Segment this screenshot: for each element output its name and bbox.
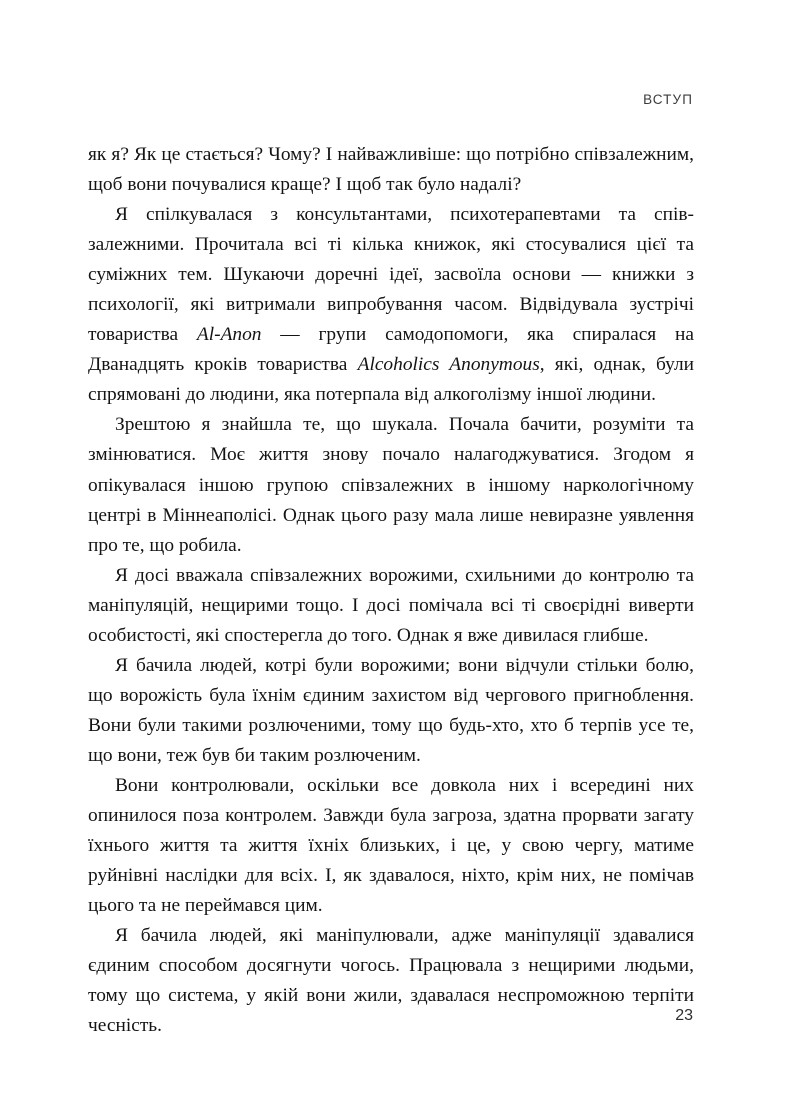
paragraph-4: Я досі вважала співзалежних ворожими, схильними до контролю та маніпуляцій, нещирими тощо. І досі помічала всі ті своєрідні виверти особистості, які спостерегла до того. Однак я вже дивилася глибше. <box>88 564 694 646</box>
paragraph-2 <box>88 200 694 410</box>
body-text-block <box>88 140 694 1041</box>
running-head: ВСТУП <box>643 92 693 107</box>
italic-title-alcoholics-anonymous: Alcoholics Anonymous <box>357 354 540 376</box>
italic-title-al-anon: Al-Anon <box>196 324 262 346</box>
paragraph-2-text-part-1: Я спілкувалася з консультантами, психотерапевтами та співзалежними. Прочитала всі ті кілька книжок, які стосувалися цієї та суміжних тем. Шукаючи доречні ідеї, засвоїла основи — книжки з психології, які витримали випробування часом. Відвідувала зустрічі товариства <box>88 204 694 346</box>
paragraph-1: як я? Як це стається? Чому? І найважливіше: що потрібно співзалежним, щоб вони почувалися краще? І щоб так було надалі? <box>88 144 694 196</box>
paragraph-3: Зрештою я знайшла те, що шукала. Почала бачити, розуміти та змінюватися. Моє життя знову почало налагоджуватися. Згодом я опікувалася іншою групою співзалежних в іншому наркологічному центрі в Міннеаполісі. Однак цього разу мала лише невиразне уявлення про те, що робила. <box>88 414 694 556</box>
paragraph-2-text-part-3: , які, однак, були спрямовані до людини, яка потерпала від алкоголізму іншої людини. <box>88 354 695 406</box>
paragraph-5: Я бачила людей, котрі були ворожими; вони відчули стільки болю, що ворожість була їхнім єдиним захистом від чергового пригноблення. Вони були такими розлюченими, тому що будь-хто, хто б терпів усе те, що вони, теж був би таким розлюченим. <box>88 654 694 766</box>
paragraph-6: Вони контролювали, оскільки все довкола них і всередині них опинилося поза контролем. Завжди була загроза, здатна прорвати загату їхнього життя та життя їхніх близьких, і це, у свою чергу, матиме руйнівні наслідки для всіх. І, як здавалося, ніхто, крім них, не помічав цього та не переймався цим. <box>88 774 694 917</box>
paragraph-2-text-part-2: — групи самодопомоги, яка спиралася на Дванадцять кроків товариства <box>88 324 694 376</box>
paragraph-7: Я бачила людей, які маніпулювали, адже маніпуляції здавалися єдиним способом досягнути чогось. Працювала з нещирими людьми, тому що система, у якій вони жили, здавалася неспроможною терпіти чесність. <box>88 925 694 1037</box>
page-number: 23 <box>675 1007 693 1024</box>
